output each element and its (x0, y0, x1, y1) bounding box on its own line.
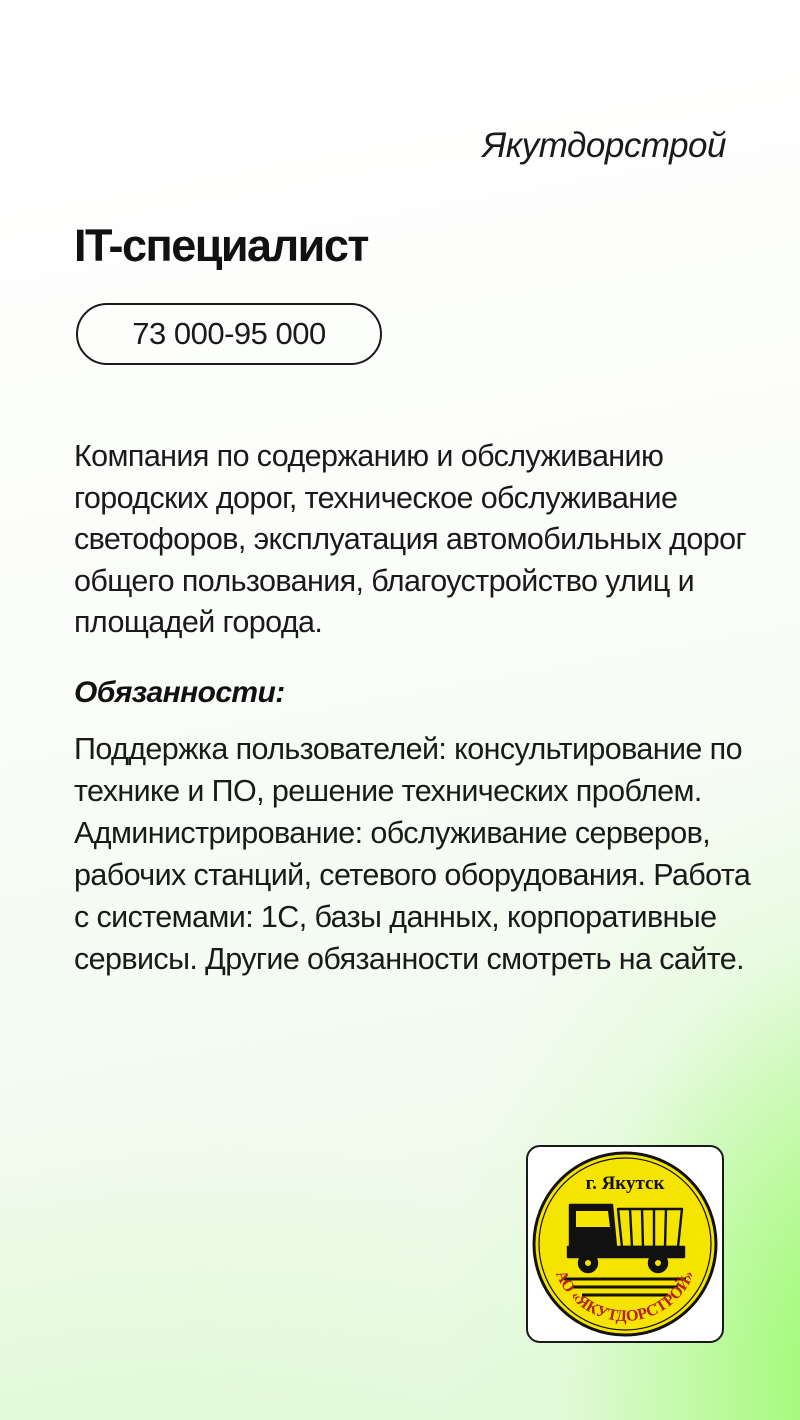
job-title: IT-специалист (74, 220, 368, 271)
logo-city-text: г. Якутск (585, 1173, 665, 1194)
company-description: Компания по содержанию и обслуживанию городских дорог, техническое обслуживание светофоров, эксплуатация автомобильных дорог общего пользования, благоустройство улиц и площадей города. (74, 439, 746, 639)
salary-badge: 73 000-95 000 (76, 303, 382, 365)
duties-heading: Обязанности: (74, 676, 285, 709)
company-logo (526, 1145, 724, 1343)
logo-emblem (528, 1147, 722, 1341)
duties-text: Поддержка пользователей: консультирование по технике и ПО, решение технических проблем. Администрирование: обслуживание серверов, рабочих станций, сетевого оборудования. Работа с системами: 1С, базы данных, корпоративные сервисы. Другие обязанности смотреть на сайте. (74, 732, 751, 976)
company-name: Якутдорстрой (482, 126, 726, 165)
logo-ring-text: АО «ЯКУТДОРСТРОЙ» (552, 1268, 698, 1326)
